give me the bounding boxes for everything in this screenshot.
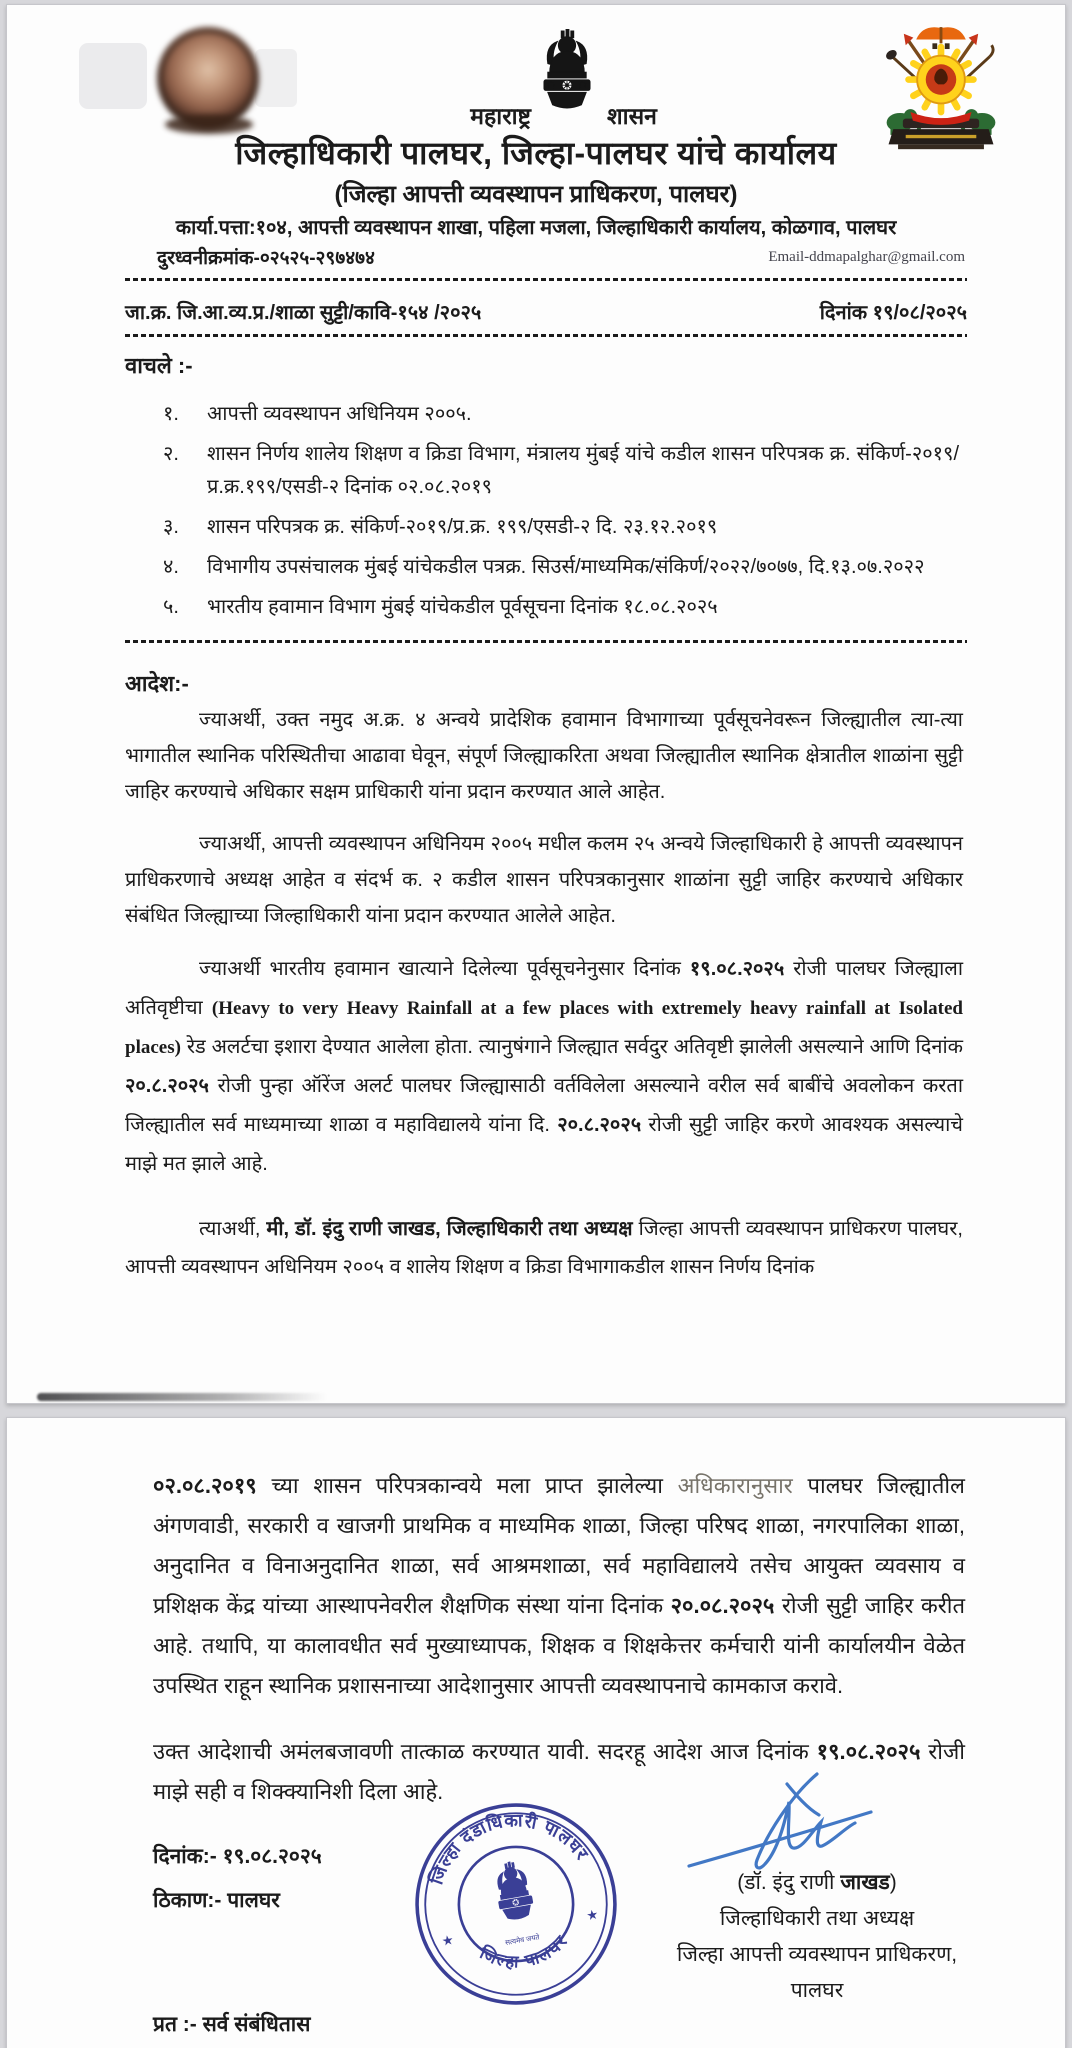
faint-watermark-2 (255, 49, 297, 107)
para3-date-3: २०.८.२०२५ (557, 1114, 642, 1136)
letter-date: दिनांक १९/०८/२०२५ (819, 302, 967, 324)
list-item (163, 438, 959, 504)
stamp-ashoka-emblem (492, 1859, 535, 1922)
copy-to-line: प्रत :- सर्व संबंधितास (153, 2013, 311, 2036)
order-paragraph-2: ज्याअर्थी, आपत्ती व्यवस्थापन अधिनियम २००५ मधील कलम २५ अन्वये जिल्हाधिकारी हे आपत्ती व्यवस्थापन प्राधिकरणाचे अध्यक्ष आहेत व संदर्भ क. २ कडील शासन परिपत्रकानुसार शाळांना सुट्टी जाहिर करण्याचे अधिकार संबंधित जिल्ह्याच्या जिल्हाधिकारी यांना प्रदान करण्यात आलेले आहेत. (125, 833, 963, 927)
para5-text: रोजी सुट्टी जाहिर करीत आहे. तथापि, या कालावधीत सर्व मुख्याध्यापक, शिक्षक व शिक्षकेत्तर कर्मचारी यांनी कार्यालयीन वेळेत उपस्थित राहून स्थानिक प्रशासनाच्या आदेशानुसार आपत्ती व्यवस्थापनाचे कामकाज करावे. (153, 1593, 965, 1698)
signatory-block (625, 1865, 1009, 2009)
page-2 (6, 1417, 1066, 2048)
footer-date: दिनांक:- १९.०८.२०२५ (153, 1845, 322, 1868)
para4-signatory-bold: मी, डॉ. इंदु राणी जाखड, जिल्हाधिकारी तथा अध्यक्ष (266, 1218, 633, 1240)
para3-english-alert: (Heavy to very Heavy Rainfall at a few places with extremely heavy rainfall at Isolated places) (125, 998, 963, 1058)
faint-watermark (79, 43, 147, 109)
stamp-bottom-text: जिल्हा पालघर (476, 1930, 572, 1972)
email-line: Email-ddmapalghar@gmail.com (768, 249, 965, 265)
para3-text: रोजी पालघर जिल्ह्याला अतिवृष्टीचा (125, 958, 963, 1019)
divider-dashed (125, 278, 967, 281)
signatory-name-pre: (डॉ. इंदु राणी (737, 1871, 841, 1894)
list-item (163, 591, 959, 624)
para3-text: रोजी सुट्टी जाहिर करणे आवश्यक असल्याचे माझे मत झाले आहे. (125, 1114, 963, 1175)
order-paragraph-1: ज्याअर्थी, उक्त नमुद अ.क्र. ४ अन्वये प्रादेशिक हवामान विभागाच्या पूर्वसूचनेवरून जिल्ह्यातील त्या-त्या भागातील स्थानिक परिस्थितीचा आढावा घेवून, संपूर्ण जिल्ह्याकरिता अथवा जिल्ह्यातील स्थानिक क्षेत्रातील शाळांना सुट्टी जाहिर करण्याचे अधिकार सक्षम प्राधिकारी यांना प्रदान करण्यात आले आहेत. (125, 709, 963, 803)
para5-text: च्या शासन परिपत्रकान्वये मला प्राप्त झालेल्या (256, 1473, 678, 1498)
footer-place: ठिकाण:- पालघर (153, 1889, 280, 1912)
list-item-number: ५. (163, 596, 179, 618)
list-item-text: शासन निर्णय शालेय शिक्षण व क्रिडा विभाग, मंत्रालय मुंबई यांचे कडील शासन परिपत्रक क्र. संकिर्ण-२०१९/प्र.क्र.१९९/एसडी-२ दिनांक ०२.०८.२०१९ (207, 443, 959, 498)
para3-text: रेड अलर्टचा इशारा देण्यात आलेला होता. त्यानुषंगाने जिल्ह्यात सर्वदुर अतिवृष्टी झालेली असल्याने आणि दिनांक (180, 1036, 963, 1058)
scan-smudge (37, 1393, 327, 1401)
order-paragraph-5 (153, 1466, 965, 1706)
para4-text: त्याअर्थी, (199, 1218, 267, 1240)
para3-text: ज्याअर्थी भारतीय हवामान खात्याने दिलेल्या पूर्वसूचनेनुसार दिनांक (199, 958, 690, 980)
list-item-number: १. (163, 403, 179, 425)
signature-icon (669, 1768, 884, 1876)
para4-text: जिल्हा आपत्ती व्यवस्थापन प्राधिकरण पालघर, आपत्ती व्यवस्थापन अधिनियम २००५ व शालेय शिक्षण व क्रिडा विभागाकडील शासन निर्णय दिनांक (125, 1218, 963, 1278)
blurred-photo-seal-icon (157, 27, 259, 129)
phone-line: दुरध्वनीक्रमांक-०२५२५-२९७४७४ (157, 248, 375, 269)
office-address: कार्या.पत्ता:१०४, आपत्ती व्यवस्थापन शाखा, पहिला मजला, जिल्हाधिकारी कार्यालय, कोळगाव, पालघर (175, 217, 897, 239)
stamp-star-left: ★ (440, 1932, 455, 1949)
list-item (163, 551, 959, 584)
signatory-role-1: जिल्हाधिकारी तथा अध्यक्ष (719, 1907, 915, 1930)
order-paragraph-3 (125, 950, 963, 1184)
para5-text: पालघर जिल्ह्यातील अंगणवाडी, सरकारी व खाजगी प्राथमिक व माध्यमिक शाळा, जिल्हा परिषद शाळा, नगरपालिका शाळा, अनुदानित व विनाअनुदानित शाळा, सर्व आश्रमशाळा, सर्व महाविद्यालये तसेच आयुक्त व्यवसाय व प्रशिक्षक केंद्र यांच्या आस्थापनेवरील शैक्षणिक संस्था यांना दिनांक (153, 1473, 965, 1618)
para6-date: १९.०८.२०२५ (816, 1739, 921, 1764)
para3-date-1: १९.०८.२०२५ (689, 958, 785, 980)
stamp-star-right: ★ (585, 1906, 600, 1924)
reference-number: जा.क्र. जि.आ.व्य.प्र./शाळा सुट्टी/कावि-१५४ /२०२५ (125, 302, 482, 324)
list-item-number: ४. (163, 556, 179, 578)
para6-text: रोजी माझे सही व शिक्क्यानिशी दिला आहे. (153, 1739, 965, 1804)
list-item-text: भारतीय हवामान विभाग मुंबई यांचेकडील पूर्वसूचना दिनांक १८.०८.२०२५ (207, 596, 718, 618)
round-stamp-icon (412, 1800, 620, 2008)
office-subtitle: (जिल्हा आपत्ती व्यवस्थापन प्राधिकरण, पालघर) (334, 181, 738, 208)
signatory-name-post: ) (889, 1871, 897, 1894)
signatory-role-3: पालघर (790, 1979, 844, 2002)
list-item-text: विभागीय उपसंचालक मुंबई यांचेकडील पत्रक्र. सिउर्स/माध्यमिक/संकिर्ण/२०२२/७०७७, दि.१३.०७.२०२२ (207, 556, 925, 578)
list-item (163, 511, 959, 544)
list-item-number: २. (163, 443, 179, 465)
para6-text: उक्त आदेशाची अमंलबजावणी तात्काळ करण्यात यावी. सदरहू आदेश आज दिनांक (153, 1739, 817, 1764)
list-item-text: शासन परिपत्रक क्र. संकिर्ण-२०१९/प्र.क्र. १९९/एसडी-२ दि. २३.१२.२०१९ (207, 516, 718, 538)
read-heading: वाचले :- (125, 353, 193, 378)
para5-date-2: २०.०८.२०२५ (670, 1593, 775, 1618)
para3-text: रोजी पुन्हा ऑरेंज अलर्ट पालघर जिल्ह्यासाठी वर्तविलेला असल्याने वरील सर्व बाबींचे अवलोकन करता जिल्ह्यातील सर्व माध्यमाच्या शाळा व महाविद्यालये यांना दि. (125, 1075, 963, 1136)
page-1 (6, 4, 1066, 1404)
order-heading: आदेश:- (125, 671, 189, 696)
ashoka-emblem-icon (535, 29, 599, 125)
signatory-role-2: जिल्हा आपत्ती व्यवस्थापन प्राधिकरण, (676, 1943, 958, 1966)
divider-dashed (125, 334, 967, 337)
reference-row (125, 298, 967, 325)
govt-word-right: शासन (607, 103, 657, 129)
references-list (163, 398, 959, 631)
list-item-number: ३. (163, 516, 179, 538)
divider-dashed (125, 640, 967, 643)
signatory-name-bold: जाखड (840, 1871, 890, 1894)
office-title: जिल्हाधिकारी पालघर, जिल्हा-पालघर यांचे कार्यालय (235, 135, 837, 171)
para5-faded-word: अधिकारानुसार (677, 1473, 793, 1498)
stamp-top-text: जिल्हा दंडाधिकारी पालघर (426, 1810, 593, 1887)
list-item-text: आपत्ती व्यवस्थापन अधिनियम २००५. (207, 403, 472, 425)
order-paragraph-4 (125, 1210, 963, 1286)
list-item (163, 398, 959, 431)
para5-date-1: ०२.०८.२०१९ (153, 1473, 257, 1498)
para3-date-2: २०.८.२०२५ (125, 1075, 209, 1097)
stamp-caption: सत्यमेव जयते (504, 1933, 541, 1948)
govt-word-left: महाराष्ट्र (470, 103, 531, 129)
